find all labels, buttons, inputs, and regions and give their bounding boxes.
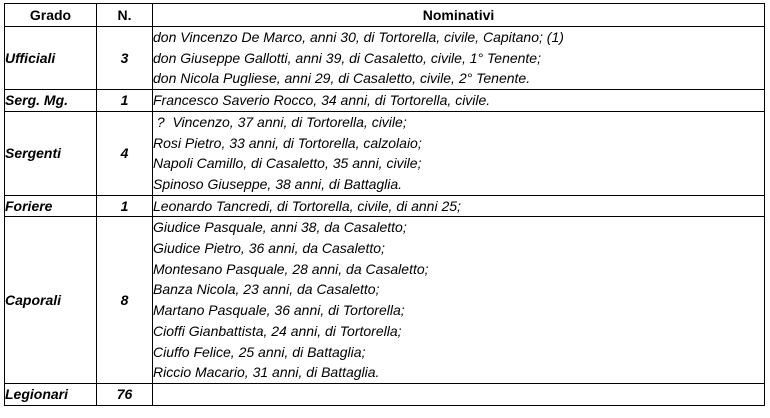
name-line: Montesano Pasquale, 28 anni, da Casaletto;	[153, 260, 429, 277]
row-grado: Ufficiali	[5, 27, 97, 90]
row-number: 1	[97, 195, 153, 217]
name-line: Spinoso Giuseppe, 38 anni, di Battaglia.	[153, 175, 403, 192]
table-row	[5, 90, 765, 112]
name-line: Giudice Pietro, 36 anni, da Casaletto;	[153, 240, 385, 257]
row-number: 4	[97, 111, 153, 195]
header-nominativi: Nominativi	[153, 4, 765, 27]
row-number: 1	[97, 90, 153, 112]
row-nominativi	[153, 111, 765, 195]
name-line: don Vincenzo De Marco, anni 30, di Tortorella, civile, Capitano; (1)	[153, 29, 564, 45]
row-nominativi	[153, 27, 765, 90]
row-grado: Serg. Mg.	[5, 90, 97, 112]
row-grado: Legionari	[5, 383, 97, 405]
row-number: 76	[97, 383, 153, 405]
row-number: 8	[97, 217, 153, 384]
table-row	[5, 195, 765, 217]
row-nominativi	[153, 217, 765, 384]
header-grado: Grado	[5, 4, 97, 27]
name-line: Ciuffo Felice, 25 anni, di Battaglia;	[153, 343, 366, 360]
row-grado: Foriere	[5, 195, 97, 217]
row-nominativi	[153, 383, 765, 405]
name-line: Riccio Macario, 31 anni, di Battaglia.	[153, 364, 380, 381]
name-line: Leonardo Tancredi, di Tortorella, civile, di anni 25;	[153, 197, 461, 214]
table-row	[5, 217, 765, 384]
name-line: Cioffi Gianbattista, 24 anni, di Tortorella;	[153, 322, 402, 339]
name-line: don Nicola Pugliese, anni 29, di Casaletto, civile, 2° Tenente.	[153, 70, 531, 87]
name-line: don Giuseppe Gallotti, anni 39, di Casaletto, civile, 1° Tenente;	[153, 49, 541, 66]
row-grado: Caporali	[5, 217, 97, 384]
name-line: Banza Nicola, 23 anni, da Casaletto;	[153, 281, 380, 298]
row-nominativi	[153, 90, 765, 112]
header-row	[5, 4, 765, 27]
name-line: Francesco Saverio Rocco, 34 anni, di Tortorella, civile.	[153, 92, 491, 109]
name-line: ? Vincenzo, 37 anni, di Tortorella, civile;	[153, 113, 407, 130]
table-row	[5, 111, 765, 195]
name-line: Rosi Pietro, 33 anni, di Tortorella, calzolaio;	[153, 134, 422, 151]
table-row	[5, 383, 765, 405]
row-grado: Sergenti	[5, 111, 97, 195]
header-number: N.	[97, 4, 153, 27]
name-line: Martano Pasquale, 36 anni, di Tortorella;	[153, 302, 405, 319]
row-number: 3	[97, 27, 153, 90]
row-nominativi	[153, 195, 765, 217]
roster-table	[4, 3, 765, 406]
name-line: Giudice Pasquale, anni 38, da Casaletto;	[153, 219, 407, 236]
name-line: Napoli Camillo, di Casaletto, 35 anni, civile;	[153, 155, 422, 172]
table-row	[5, 27, 765, 90]
